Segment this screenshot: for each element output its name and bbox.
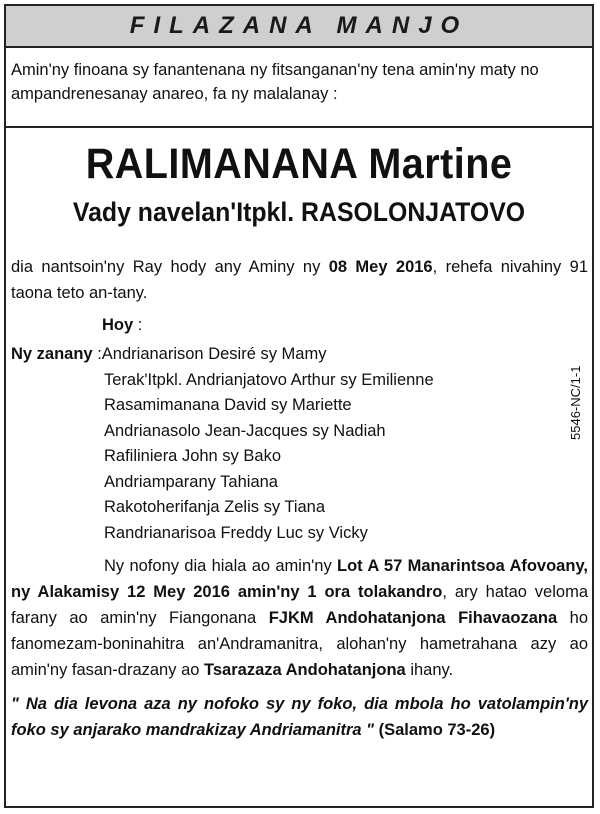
quote-text: " Na dia levona aza ny nofoko sy ny foko, dia mbola ho vatolampin'ny foko sy anjarako mandrakizay Andriamanitra " [11,695,588,739]
children-list [6,342,592,546]
funeral-text-1: Ny nofony dia hiala ao amin'ny [104,557,338,575]
death-notice [6,230,592,306]
list-item: Andrianasolo Jean-Jacques sy Nadiah [104,421,386,440]
funeral-tomb: Tsarazaza Andohatanjona [204,661,406,679]
quote-reference: (Salamo 73-26) [374,721,496,739]
intro-text: Amin'ny finoana sy fanantenana ny fitsanganan'ny tena amin'ny maty no ampandrenesanay anareo, fa ny malalanay : [11,61,539,103]
funeral-text-4: ihany. [405,661,454,679]
list-item: Rasamimanana David sy Mariette [104,396,352,414]
funeral-text-3: ho fanomezam-boninahitra an'Andramanitra, alohan'ny hametrahana azy ao amin'ny fasan-drazany ao [11,609,588,679]
death-text-before: dia nantsoin'ny Ray hody any Aminy ny [11,258,329,276]
death-text-after: , rehefa nivahiny 91 taona teto an-tany. [11,258,589,302]
list-item: Randrianarisoa Freddy Luc sy Vicky [104,523,368,542]
death-date: 08 Mey 2016 [328,258,433,276]
deceased-spouse: Vady navelan'Itpkl. RASOLONJATOVO [72,197,526,227]
hoy-line [6,312,592,338]
children-prefix: : [92,345,102,363]
header-bar [6,6,592,48]
divider [6,126,592,128]
child-name: Andrianarison Desiré sy Mamy [101,345,327,363]
list-item [11,342,592,368]
header-title: FILAZANA MANJO [129,12,469,39]
list-item: Terak'Itpkl. Andrianjatovo Arthur sy Emilienne [104,370,434,389]
funeral-church: FJKM Andohatanjona Fihavaozana [268,609,558,627]
funeral-text-2: , ary hatao veloma farany ao amin'ny Fiangonana [11,583,588,627]
hoy-label: Hoy [102,316,134,334]
list-item: Andriamparany Tahiana [104,472,278,491]
hoy-colon: : [133,316,143,334]
scripture-quote [6,683,592,743]
children-label: Ny zanany [11,345,93,363]
reference-code: 5546-NC/1-1 [568,365,583,440]
list-item: Rafiliniera John sy Bako [104,447,282,465]
list-item: Rakotoherifanja Zelis sy Tiana [104,498,326,516]
announcement-frame [4,4,594,808]
deceased-name: RALIMANANA Martine [85,140,513,188]
funeral-details [6,546,592,683]
funeral-location: Lot A 57 Manarintsoa Afovoany, ny Alakamisy 12 Mey 2016 amin'ny 1 ora tolakandro [11,557,588,601]
